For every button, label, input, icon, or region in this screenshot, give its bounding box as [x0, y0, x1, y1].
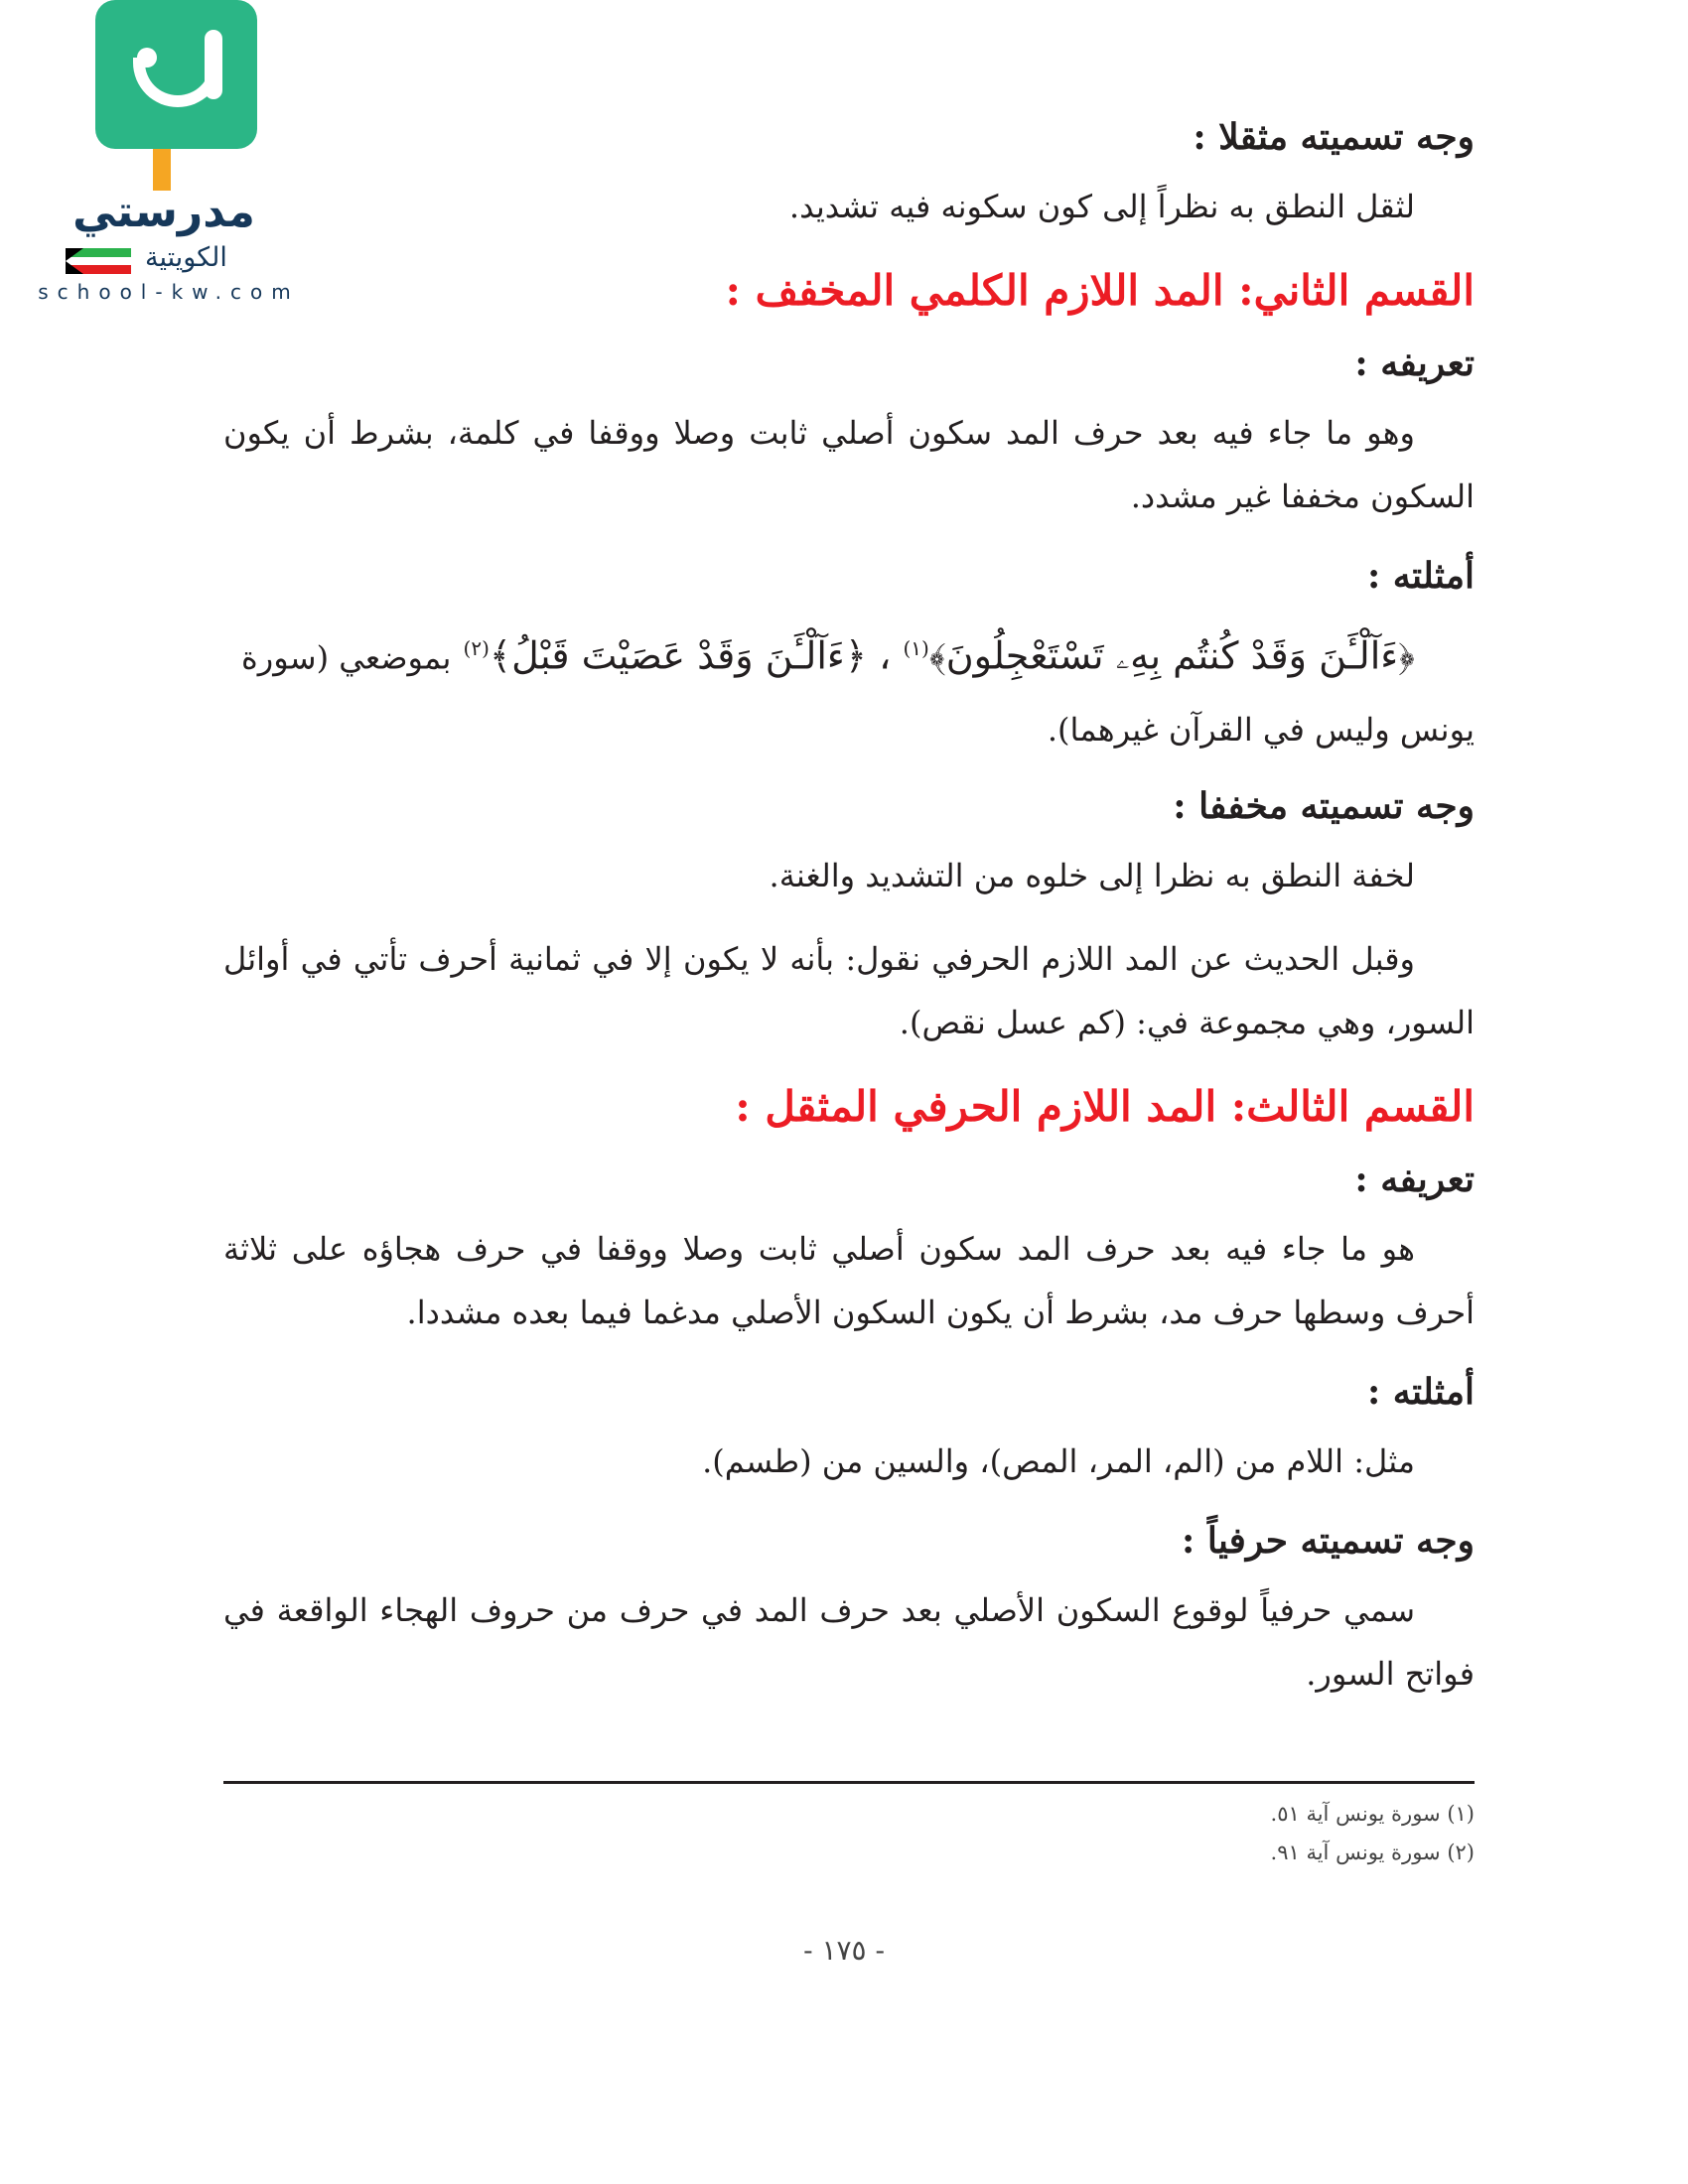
quran-verse-1: ﴿ءَآلْـَٔنَ وَقَدْ كُنتُم بِهِۦ تَسْتَعْجِلُونَ﴾: [928, 633, 1415, 678]
paragraph-examples-3: مثل: اللام من (الم، المر، المص)، والسين من (طسم).: [702, 1441, 1415, 1480]
heading-definition-3: تعريفه :: [1354, 1158, 1475, 1200]
paragraph-letters-note: وقبل الحديث عن المد اللازم الحرفي نقول: بأنه لا يكون إلا في ثمانية أحرف تأتي في أوائل السور، وهي مجموعة في: (كم عسل نقص).: [223, 939, 1475, 1041]
kuwait-flag-icon: [66, 248, 131, 274]
heading-naming-light: وجه تسميته مخففا :: [1173, 784, 1475, 827]
heading-naming-letter: وجه تسميته حرفياً :: [1182, 1519, 1475, 1562]
footnote-2: (٢) سورة يونس آية ٩١.: [1270, 1841, 1475, 1864]
quran-verse-2: ﴿ءَآلْـَٔنَ وَقَدْ عَصَيْتَ قَبْلُ﴾: [489, 633, 868, 678]
footnote-ref-1: (١): [903, 636, 929, 660]
bookmark-icon: [153, 149, 171, 191]
heading-examples-2: أمثلته :: [1366, 555, 1475, 597]
footnote-1: (١) سورة يونس آية ٥١.: [1270, 1802, 1475, 1826]
quran-examples: [223, 614, 1475, 764]
logo-subtitle: الكويتية: [145, 242, 227, 273]
section-title-2: القسم الثاني: المد اللازم الكلمي المخفف :: [725, 266, 1475, 315]
logo-name: مدرستي: [72, 187, 255, 237]
heading-examples-3: أمثلته :: [1366, 1370, 1475, 1413]
paragraph-definition-3: هو ما جاء فيه بعد حرف المد سكون أصلي ثابت وصلا ووقفا في حرف هجاؤه على ثلاثة أحرف وسطها حرف مد، بشرط أن يكون السكون الأصلي مدغما فيما بعده مشددا.: [223, 1229, 1475, 1331]
page-content: [223, 109, 1475, 1725]
page-number: - ١٧٥ -: [803, 1934, 885, 1967]
paragraph-naming-letter: سمي حرفياً لوقوع السكون الأصلي بعد حرف المد في حرف من حروف الهجاء الواقعة في فواتح السور.: [223, 1590, 1475, 1693]
section-title-3: القسم الثالث: المد اللازم الحرفي المثقل :: [735, 1081, 1475, 1131]
heading-naming-heavy: وجه تسميته مثقلا :: [1193, 116, 1475, 158]
heading-definition-2: تعريفه :: [1354, 342, 1475, 384]
examples-note: بموضعي (سورة يونس وليس في القرآن غيرهما).: [241, 638, 1475, 749]
paragraph-naming-heavy: لثقل النطق به نظراً إلى كون سكونه فيه تشديد.: [788, 188, 1415, 225]
paragraph-naming-light: لخفة النطق به نظرا إلى خلوه من التشديد والغنة.: [769, 856, 1415, 894]
logo-url: school-kw.com: [38, 280, 300, 304]
paragraph-definition-2: وهو ما جاء فيه بعد حرف المد سكون أصلي ثابت وصلا ووقفا في كلمة، بشرط أن يكون السكون مخففا غير مشدد.: [223, 414, 1475, 515]
footnote-divider: [223, 1781, 1475, 1784]
separator: ،: [879, 633, 892, 678]
footnote-ref-2: (٢): [463, 636, 490, 660]
